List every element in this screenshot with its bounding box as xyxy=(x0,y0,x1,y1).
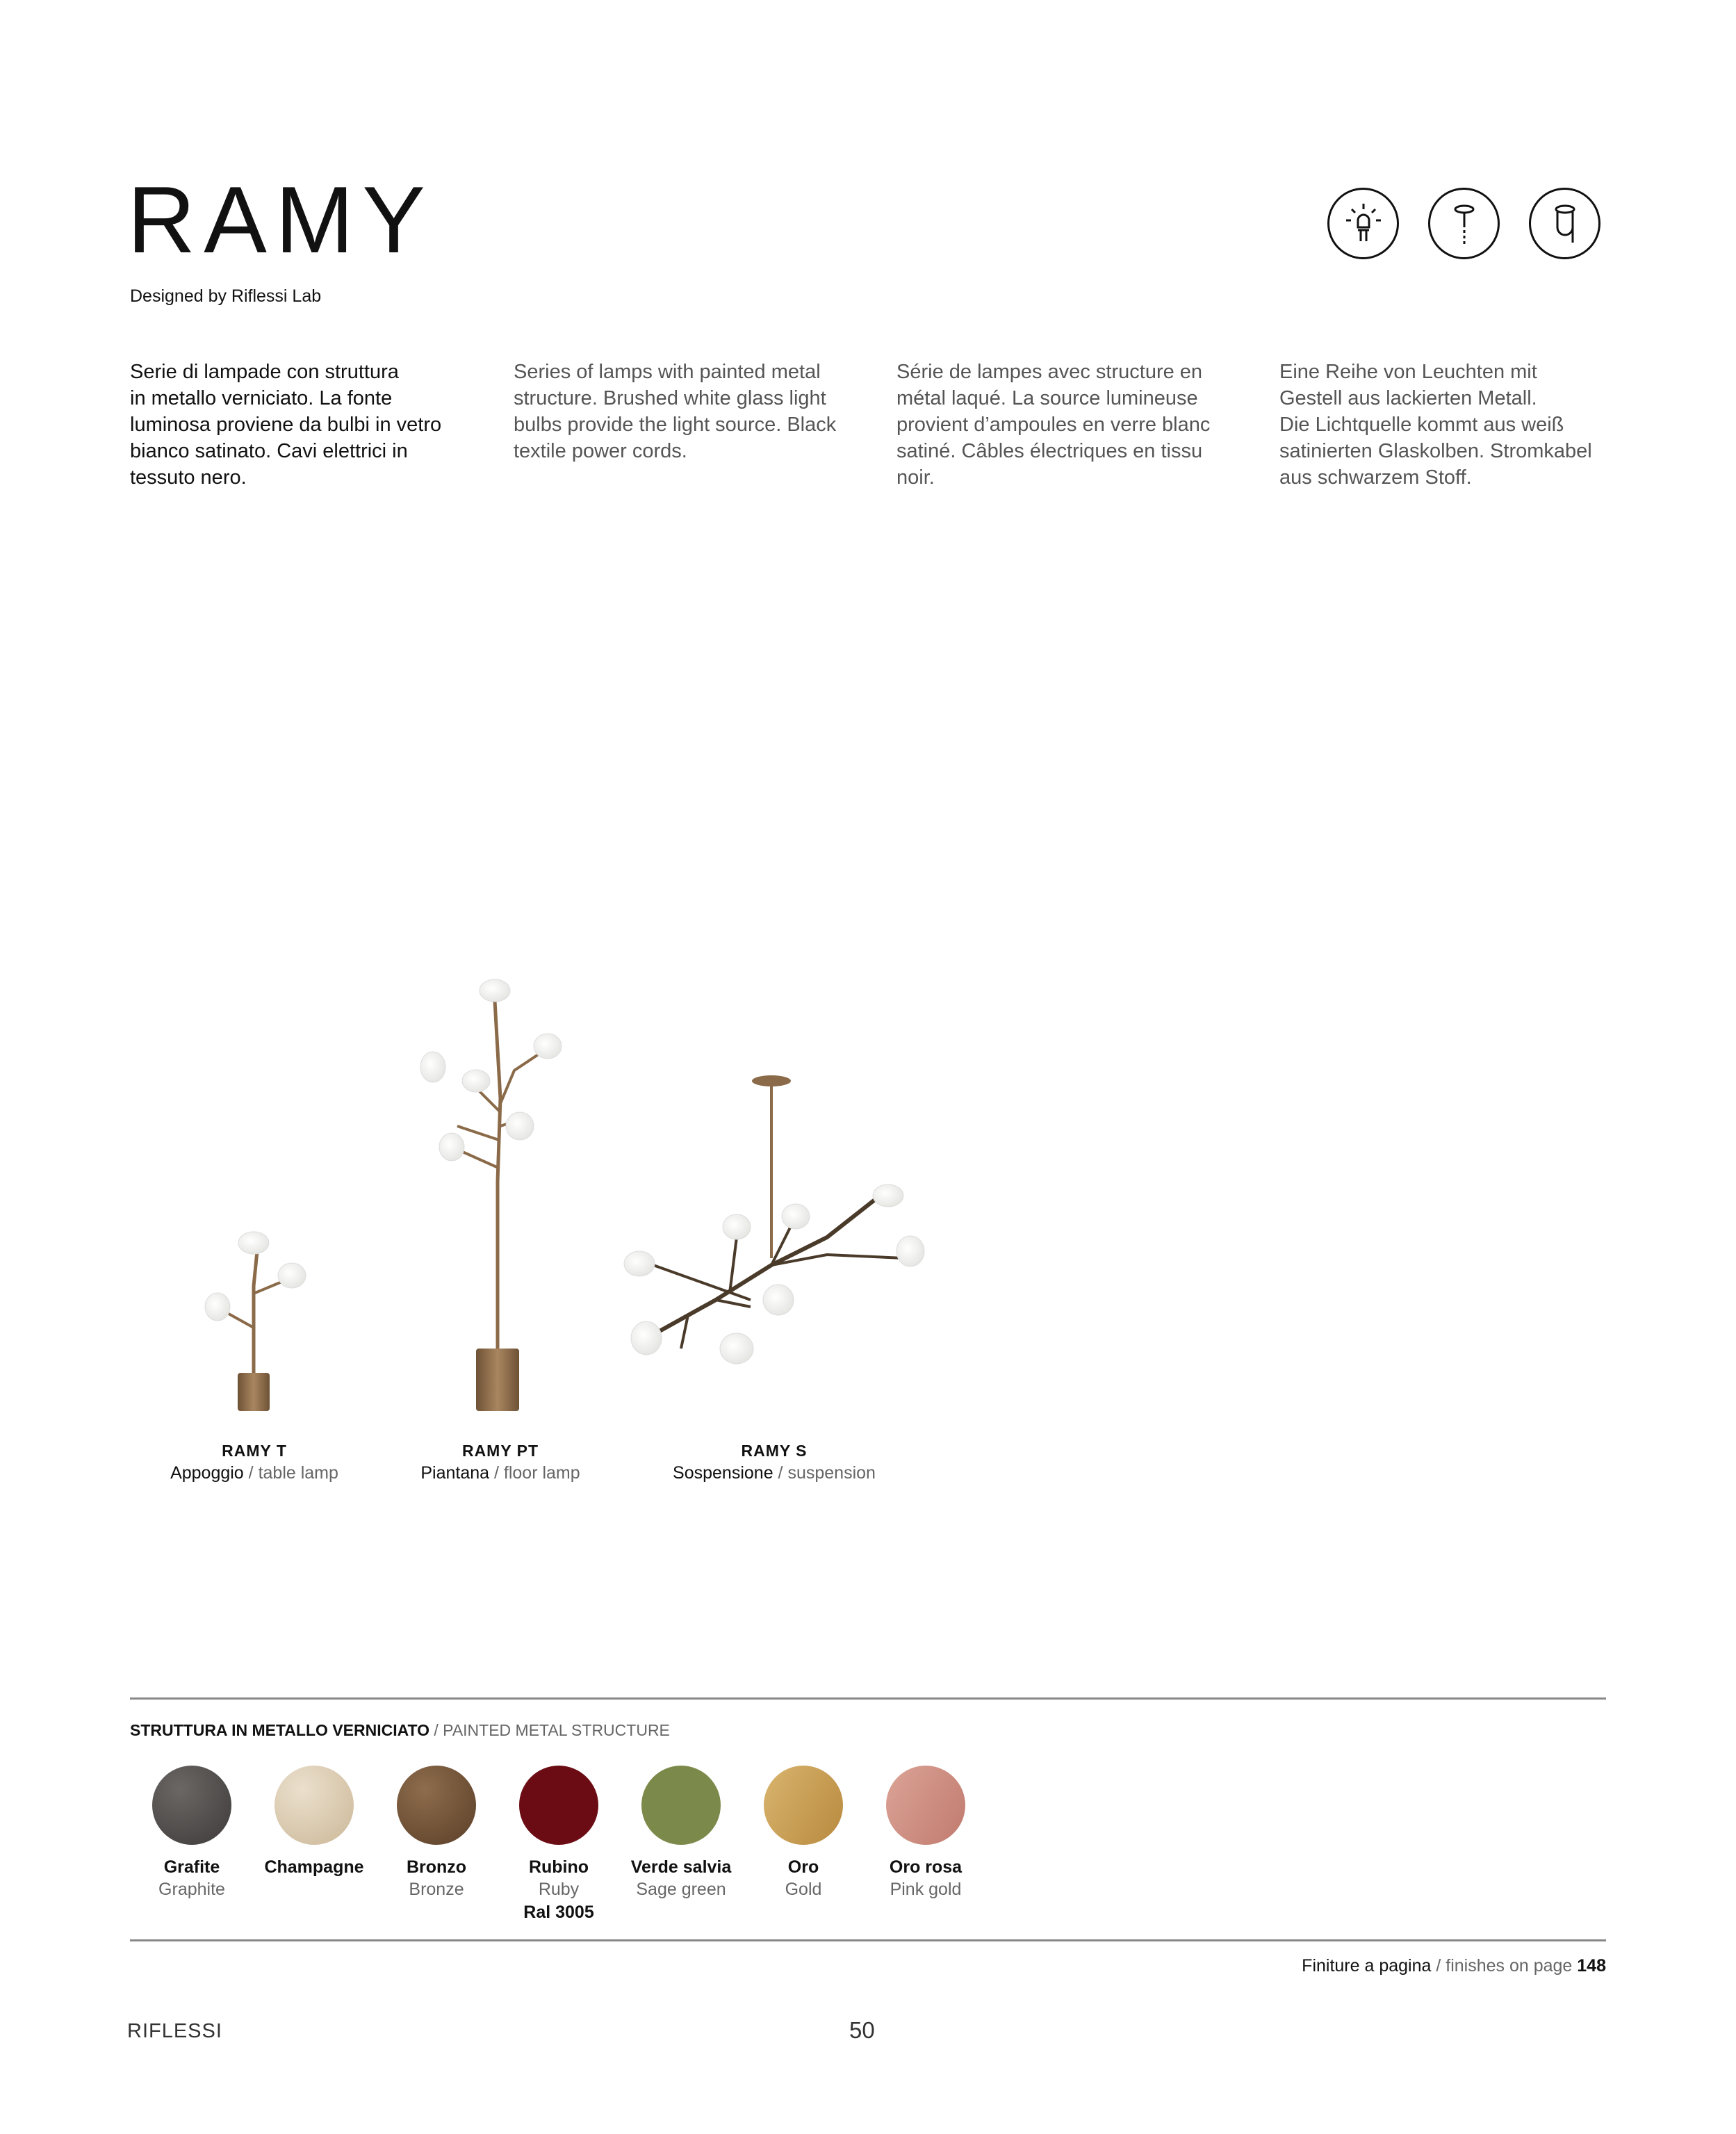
ceiling-cable-icon xyxy=(1529,188,1600,259)
product-name: RAMY S xyxy=(741,1442,808,1460)
product-type: Piantana / floor lamp xyxy=(420,1463,580,1483)
color-swatch[interactable] xyxy=(397,1766,476,1845)
swatch-oro-rosa[interactable]: Oro rosa Pink gold xyxy=(865,1766,987,1900)
swatch-verde-salvia[interactable]: Verde salvia Sage green xyxy=(620,1766,742,1900)
floor-lamp-image xyxy=(420,979,562,1411)
color-swatch[interactable] xyxy=(275,1766,354,1845)
swatch-rubino[interactable]: Rubino Ruby Ral 3005 xyxy=(498,1766,620,1924)
color-swatch[interactable] xyxy=(519,1766,598,1845)
product-ramy-s xyxy=(621,1440,927,1485)
product-name: RAMY PT xyxy=(461,1442,539,1460)
finishes-page-note: Finiture a pagina / finishes on page 148 xyxy=(1302,1956,1606,1976)
swatch-champagne[interactable]: Champagne xyxy=(253,1766,375,1878)
product-ramy-pt xyxy=(347,1440,653,1485)
description-english: Series of lamps with painted metal structure. Brushed white glass light bulbs provide the light source. Black textile power cords. xyxy=(514,361,837,462)
led-bulb-icon xyxy=(1327,188,1399,259)
product-type: Sospensione / suspension xyxy=(673,1463,876,1483)
table-lamp-image xyxy=(205,1232,306,1411)
footer-brand: RIFLESSI xyxy=(127,2020,222,2042)
finishes-label: STRUTTURA IN METALLO VERNICIATO / PAINTED METAL STRUCTURE xyxy=(130,1721,670,1739)
swatch-oro[interactable]: Oro Gold xyxy=(742,1766,865,1900)
suspension-lamp-image xyxy=(624,1075,924,1364)
swatch-bronzo[interactable]: Bronzo Bronze xyxy=(375,1766,498,1900)
page-number: 50 xyxy=(849,2017,875,2043)
color-swatch[interactable] xyxy=(886,1766,965,1845)
ceiling-pendant-icon xyxy=(1428,188,1500,259)
description-german: Eine Reihe von Leuchten mit Gestell aus lackierten Metall. Die Lichtquelle kommt aus weiß satinierten Glaskolben. Stromkabel aus schwarzem Stoff. xyxy=(1279,361,1592,489)
product-title: RAMY xyxy=(127,167,434,272)
swatch-grafite[interactable]: Grafite Graphite xyxy=(131,1766,253,1900)
product-illustrations xyxy=(125,959,959,1439)
color-swatch[interactable] xyxy=(764,1766,843,1845)
divider-top xyxy=(130,1697,1606,1700)
description-french: Série de lampes avec structure en métal laqué. La source lumineuse provient d’ampoules en verre blanc satiné. Câbles électriques en tissu noir. xyxy=(896,361,1211,489)
color-swatch[interactable] xyxy=(641,1766,721,1845)
feature-icons xyxy=(1327,188,1600,259)
color-swatch[interactable] xyxy=(152,1766,231,1845)
divider-bottom xyxy=(130,1939,1606,1941)
product-name: RAMY T xyxy=(222,1442,287,1460)
product-type: Appoggio / table lamp xyxy=(170,1463,338,1483)
designer-credit: Designed by Riflessi Lab xyxy=(130,286,322,306)
description-italian: Serie di lampade con struttura in metallo verniciato. La fonte luminosa proviene da bulbi in vetro bianco satinato. Cavi elettrici in tessuto nero. xyxy=(130,361,442,489)
